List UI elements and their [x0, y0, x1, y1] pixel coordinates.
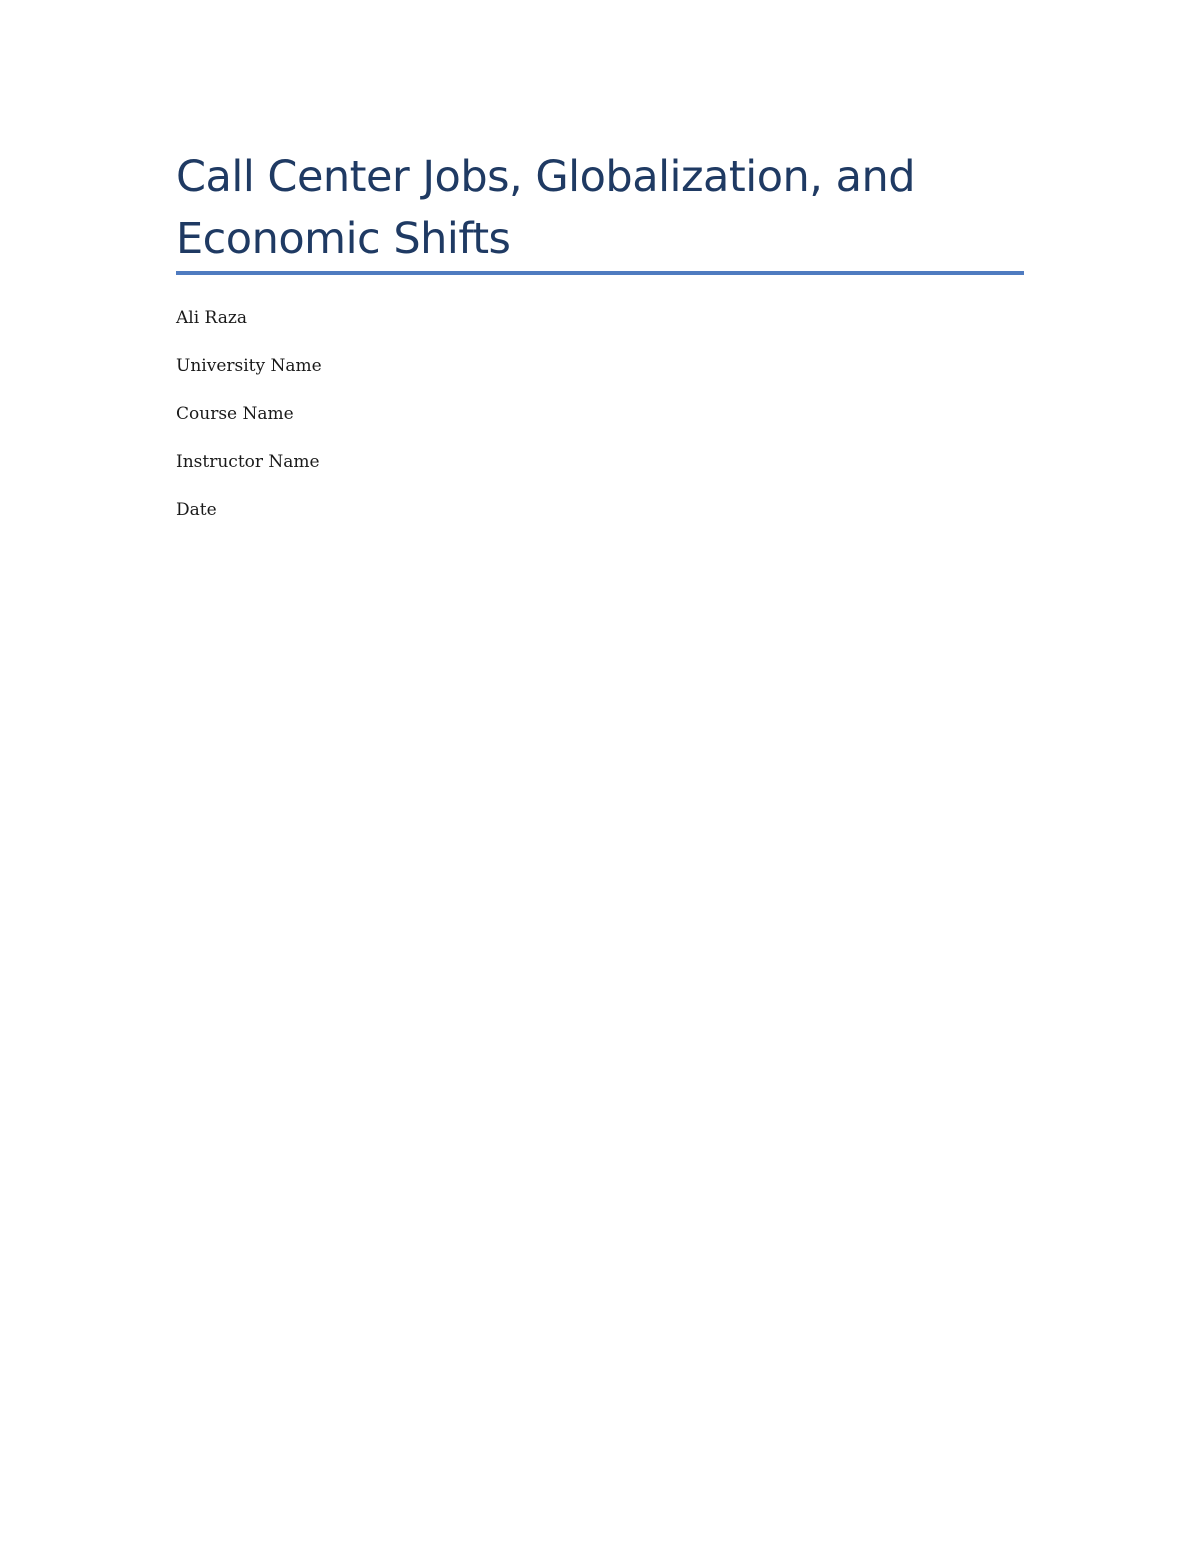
title-block — [176, 146, 1024, 270]
cover-info — [176, 306, 776, 546]
author-name: Ali Raza — [176, 308, 247, 328]
title-divider — [176, 271, 1024, 275]
page-title: Call Center Jobs, Globalization, and Economic Shifts — [176, 152, 915, 264]
date: Date — [176, 500, 217, 520]
instructor-name: Instructor Name — [176, 452, 320, 472]
course-name: Course Name — [176, 404, 294, 424]
university-name: University Name — [176, 356, 322, 376]
